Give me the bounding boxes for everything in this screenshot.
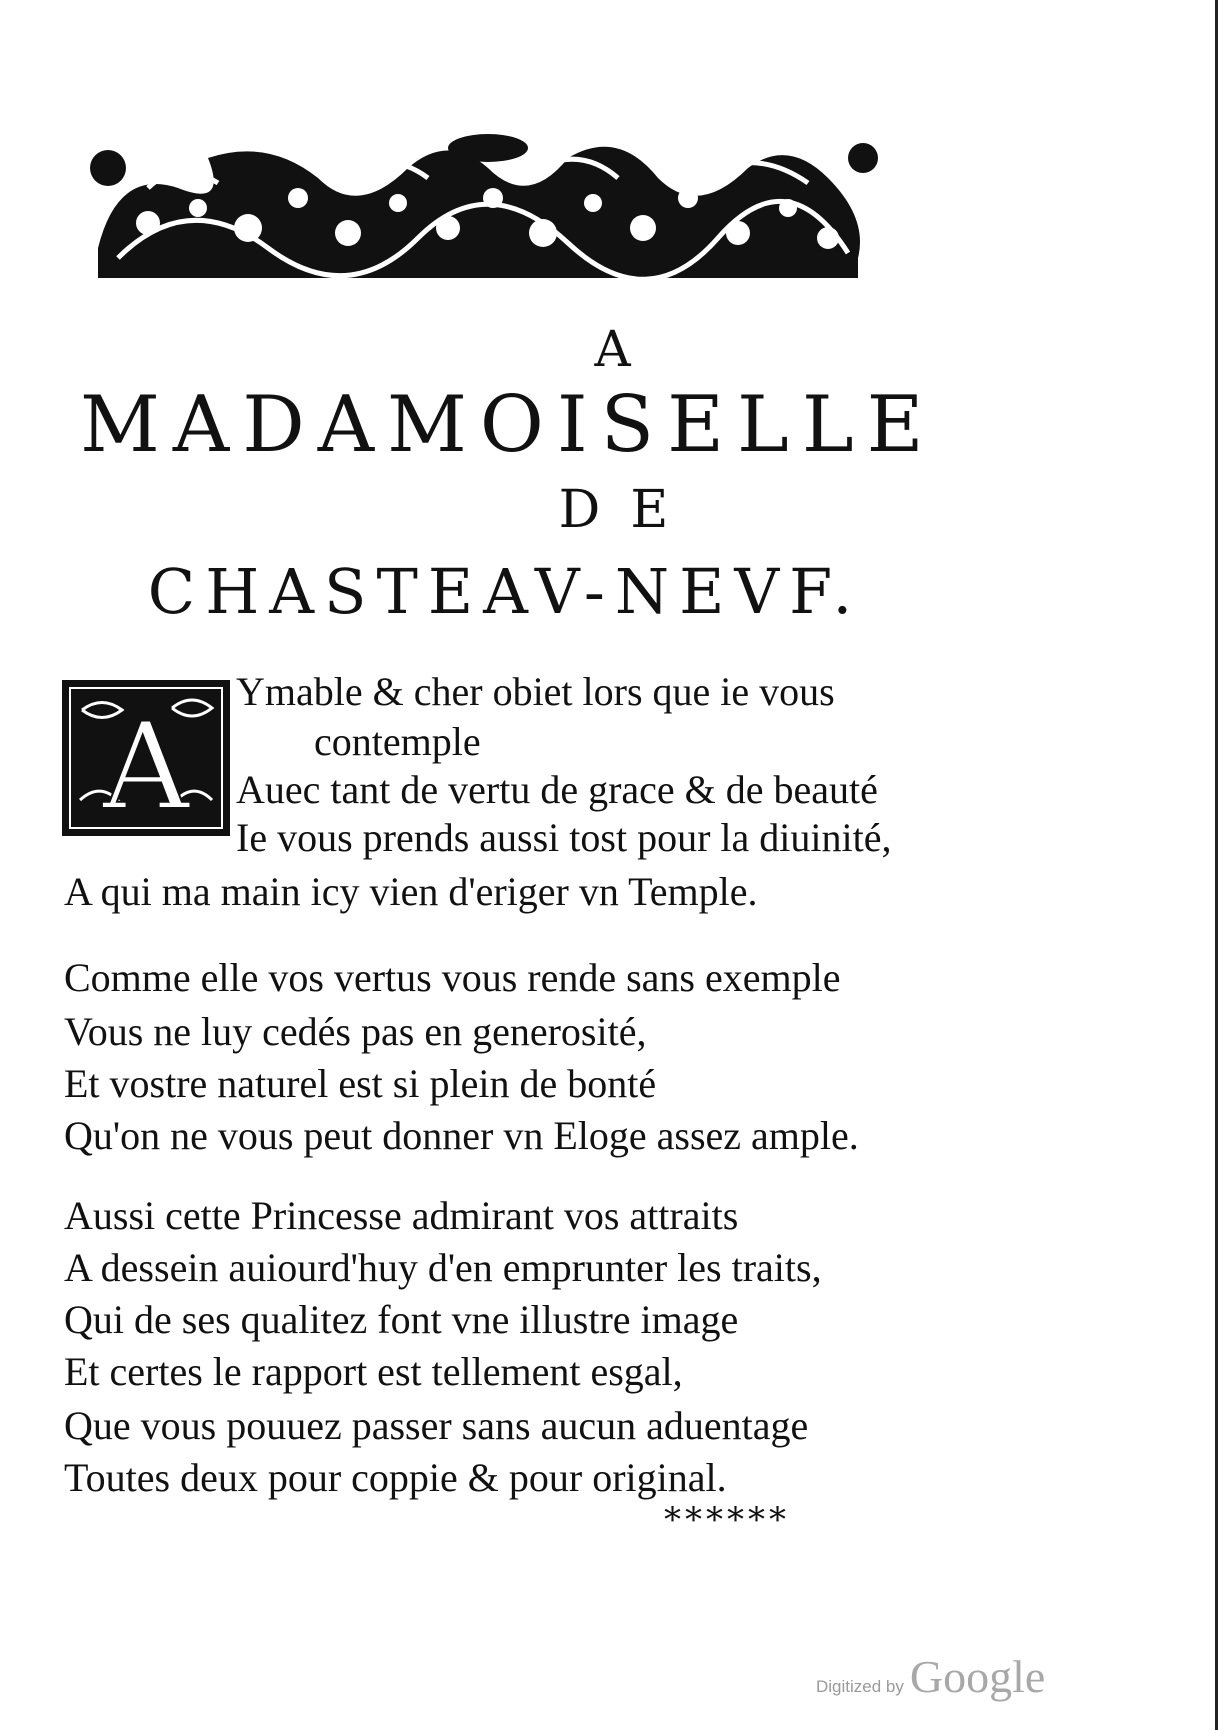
title-line-chasteau-neuf: CHASTEAV-NEVF.	[147, 555, 863, 628]
decorated-initial-a-icon	[62, 680, 230, 836]
verse-line: Vous ne luy cedés pas en generosité,	[64, 1009, 647, 1054]
foliage-headpiece-icon	[88, 128, 880, 288]
verse-line: Aussi cette Princesse admirant vos attraits	[64, 1193, 739, 1238]
verse-line: Et certes le rapport est tellement esgal,	[64, 1349, 683, 1394]
watermark-brand: Google	[909, 1651, 1046, 1702]
verse-line: Ymable & cher obiet lors que ie vous	[236, 669, 835, 714]
verse-line: Comme elle vos vertus vous rende sans exemple	[64, 955, 841, 1000]
verse-line: A dessein auiourd'huy d'en emprunter les traits,	[64, 1245, 822, 1290]
stars-ornament: ******	[664, 1500, 790, 1540]
verse-line: contemple	[314, 719, 481, 764]
svg-text:A: A	[102, 698, 190, 836]
watermark-prefix: Digitized by	[816, 1677, 904, 1696]
verse-line: A qui ma main icy vien d'eriger vn Temple.	[64, 869, 758, 914]
verse-line: Toutes deux pour coppie & pour original.	[64, 1455, 727, 1500]
title-line-a: A	[594, 320, 633, 378]
verse-line: Qui de ses qualitez font vne illustre image	[64, 1297, 739, 1342]
verse-line: Qu'on ne vous peut donner vn Eloge assez ample.	[64, 1113, 859, 1158]
verse-line: Auec tant de vertu de grace & de beauté	[236, 767, 878, 812]
verse-line: Que vous pouuez passer sans aucun aduentage	[64, 1403, 809, 1448]
google-watermark	[816, 1650, 1045, 1703]
verse-line: Et vostre naturel est si plein de bonté	[64, 1061, 657, 1106]
verse-line: Ie vous prends aussi tost pour la diuinité,	[236, 815, 892, 860]
page-edge	[1215, 0, 1227, 1730]
title-line-de: DE	[558, 480, 699, 540]
title-line-madamoiselle: MADAMOISELLE	[80, 380, 937, 470]
